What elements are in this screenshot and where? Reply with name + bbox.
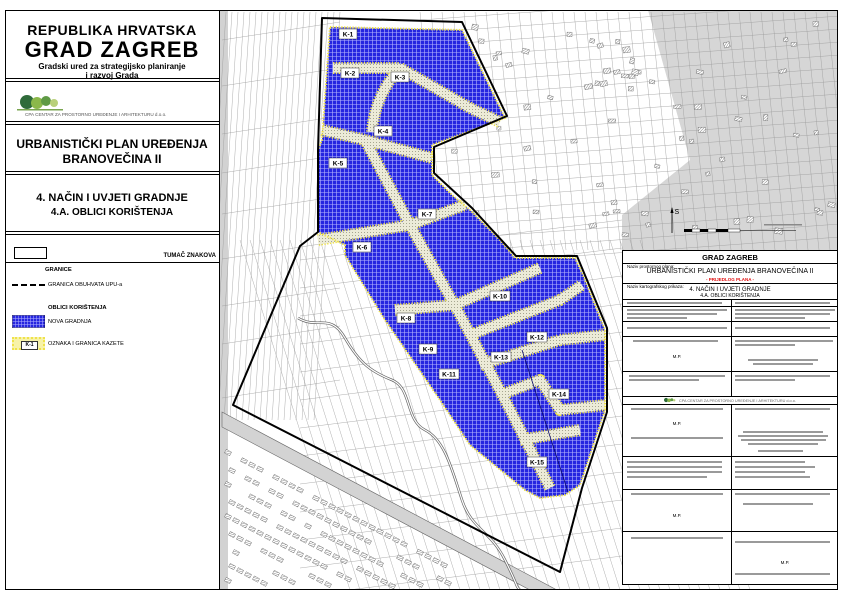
building xyxy=(814,208,819,212)
building xyxy=(603,68,611,74)
svg-text:K-1: K-1 xyxy=(342,31,354,39)
svg-text:K-8: K-8 xyxy=(400,315,412,323)
building xyxy=(567,32,572,37)
zone-label xyxy=(490,291,510,301)
left-panel xyxy=(5,10,220,590)
zone-label xyxy=(397,313,415,323)
plot-boundary-swatch xyxy=(12,337,45,350)
building xyxy=(608,119,615,122)
building xyxy=(621,74,628,78)
building xyxy=(774,228,782,235)
building xyxy=(747,216,754,222)
svg-text:K-12: K-12 xyxy=(529,334,545,342)
building xyxy=(596,183,603,187)
building xyxy=(681,190,688,194)
svg-text:K-10: K-10 xyxy=(492,293,508,301)
cpa-logo-icon xyxy=(17,92,63,112)
svg-text:K-4: K-4 xyxy=(377,128,389,136)
zone-label xyxy=(418,209,436,219)
office-line-2: i razvoj Grada xyxy=(85,71,139,80)
building xyxy=(734,219,740,225)
legend-new-construction-label: NOVA GRADNJA xyxy=(48,319,92,325)
plot-swatch-label: K-1 xyxy=(21,341,38,350)
building xyxy=(783,38,788,42)
title-block-sheet-line-2: 4.A. OBLICI KORIŠTENJA xyxy=(700,293,760,299)
building xyxy=(623,46,631,53)
city-title: GRAD ZAGREB xyxy=(24,37,200,62)
zone-label xyxy=(341,68,359,78)
svg-text:K-5: K-5 xyxy=(332,160,344,168)
zone-label xyxy=(491,352,511,362)
building xyxy=(615,39,620,44)
title-block xyxy=(622,250,838,585)
building xyxy=(589,38,594,43)
legend-boundaries-heading: GRANICE xyxy=(45,267,72,273)
building xyxy=(493,55,498,61)
building xyxy=(723,42,730,48)
legend-plan-boundary-label: GRANICA OBUHVATA UPU-a xyxy=(48,282,123,288)
building xyxy=(690,139,694,143)
svg-text:K-9: K-9 xyxy=(422,346,434,354)
stamp-placeholder: M.P. xyxy=(672,354,682,359)
building xyxy=(641,211,648,216)
building xyxy=(479,39,485,44)
building xyxy=(491,172,499,177)
sheet-title-line-1: 4. NAČIN I UVJETI GRADNJE xyxy=(36,192,188,204)
building xyxy=(533,210,539,214)
svg-text:K-15: K-15 xyxy=(529,459,545,467)
zone-label xyxy=(439,369,459,379)
office-line-1: Gradski ured za strategijsko planiranje xyxy=(38,62,186,71)
zone-label xyxy=(329,158,347,168)
zone-label xyxy=(391,72,409,82)
title-block-sheet-line-1: 4. NAČIN I UVJETI GRADNJE xyxy=(689,287,771,293)
title-block-logo-text: CPA CENTAR ZA PROSTORNO UREĐENJE I ARHITEKTURU d.o.o. xyxy=(679,398,796,403)
zone-label xyxy=(549,389,569,399)
building xyxy=(674,105,682,109)
building xyxy=(471,24,478,31)
logo-block xyxy=(5,82,219,125)
zone-label xyxy=(527,332,547,342)
sheet-caption: Naziv kartografskog prikaza: xyxy=(627,284,684,289)
building xyxy=(694,104,701,109)
sheet-title-block xyxy=(5,175,219,235)
svg-text:K-11: K-11 xyxy=(442,371,456,379)
zone-label xyxy=(419,344,437,354)
svg-text:K-6: K-6 xyxy=(356,244,368,252)
svg-text:K-3: K-3 xyxy=(394,74,406,82)
legend-title: TUMAČ ZNAKOVA xyxy=(163,253,216,259)
zone-label xyxy=(339,29,357,39)
north-label: S xyxy=(674,209,680,216)
building xyxy=(698,127,706,132)
building xyxy=(595,81,599,86)
building xyxy=(613,69,620,74)
building xyxy=(646,222,651,227)
header-block xyxy=(5,10,219,82)
svg-text:K-2: K-2 xyxy=(344,70,356,78)
building xyxy=(705,172,710,176)
map-edge-strip xyxy=(220,10,228,590)
svg-text:K-7: K-7 xyxy=(421,211,433,219)
new-construction-swatch xyxy=(12,315,45,328)
plan-status: - PRIJEDLOG PLANA - xyxy=(705,276,755,282)
legend-land-use-heading: OBLICI KORIŠTENJA xyxy=(48,305,107,311)
plan-title-line-1: URBANISTIČKI PLAN UREĐENJA xyxy=(16,137,208,151)
svg-text:K-14: K-14 xyxy=(551,391,567,399)
svg-text:K-13: K-13 xyxy=(493,354,509,362)
building xyxy=(571,139,577,143)
building xyxy=(611,200,617,205)
legend-plot-label: OZNAKA I GRANICA KAZETE xyxy=(48,341,124,347)
zone-label xyxy=(527,457,547,467)
stamp-placeholder: M.P. xyxy=(780,560,790,565)
legend-title-swatch xyxy=(14,247,47,259)
cpa-logo-icon xyxy=(663,397,677,403)
building xyxy=(719,157,725,162)
plan-name-caption: Naziv prostornog plana: xyxy=(627,264,675,269)
title-block-authority: GRAD ZAGREB xyxy=(702,253,758,262)
plan-title-line-2: BRANOVEČINA II xyxy=(62,152,162,166)
plan-title-block xyxy=(5,125,219,175)
building xyxy=(814,130,819,135)
stamp-placeholder: M.P. xyxy=(672,513,682,518)
building xyxy=(791,42,797,46)
sheet-title-line-2: 4.A. OBLICI KORIŠTENJA xyxy=(50,207,174,218)
building xyxy=(813,21,819,26)
legend-divider xyxy=(5,262,219,263)
building xyxy=(763,115,767,121)
plan-boundary-swatch xyxy=(12,284,45,286)
building xyxy=(649,80,655,84)
building xyxy=(622,233,629,237)
stamp-placeholder: M.P. xyxy=(672,421,682,426)
plan-name: URBANISTIČKI PLAN UREĐENJA BRANOVEČINA II xyxy=(646,268,814,275)
building xyxy=(524,104,531,110)
building xyxy=(532,179,537,183)
building xyxy=(496,51,502,55)
building xyxy=(679,136,684,141)
country-title: REPUBLIKA HRVATSKA xyxy=(27,22,197,38)
building xyxy=(613,209,620,213)
building xyxy=(451,149,457,153)
logo-text: CPA CENTAR ZA PROSTORNO UREĐENJE I ARHITEKTURU d.o.o. xyxy=(25,112,167,117)
zone-label xyxy=(353,242,371,252)
building xyxy=(762,180,768,185)
building xyxy=(628,86,633,91)
zone-label xyxy=(374,126,392,136)
